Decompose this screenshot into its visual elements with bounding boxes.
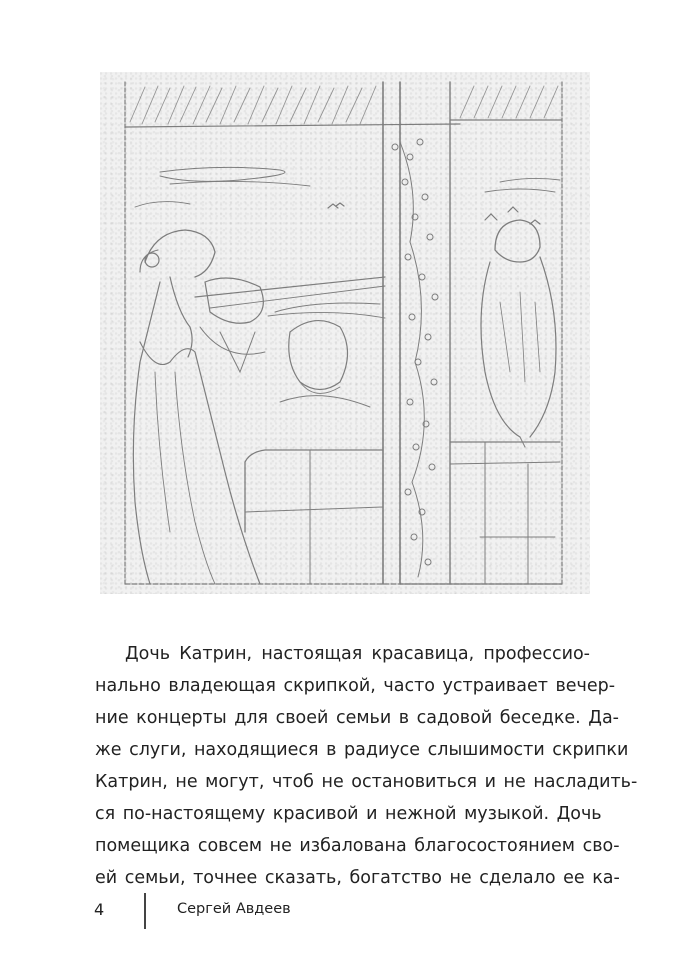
- violinist-sketch: [100, 72, 590, 594]
- page-number: 4: [94, 900, 105, 919]
- text-line: же слуги, находящиеся в радиусе слышимости скрипки: [95, 740, 629, 760]
- page-footer: [94, 893, 494, 929]
- text-line: Катрин, не могут, чтоб не остановиться и не насладить-: [95, 772, 638, 792]
- text-line: ся по-настоящему красивой и нежной музыкой. Дочь: [95, 804, 602, 824]
- footer-divider: [144, 893, 146, 929]
- text-line: ние концерты для своей семьи в садовой беседке. Да-: [95, 708, 619, 728]
- text-line: помещика совсем не избалована благосостоянием сво-: [95, 836, 620, 856]
- body-paragraph: [95, 638, 638, 894]
- text-line: Дочь Катрин, настоящая красавица, профессио-: [125, 644, 590, 664]
- text-line: нально владеющая скрипкой, часто устраивает вечер-: [95, 676, 616, 696]
- text-line: ей семьи, точнее сказать, богатство не сделало ее ка-: [95, 868, 620, 888]
- author-name: Сергей Авдеев: [177, 901, 291, 917]
- illustration: [100, 72, 590, 594]
